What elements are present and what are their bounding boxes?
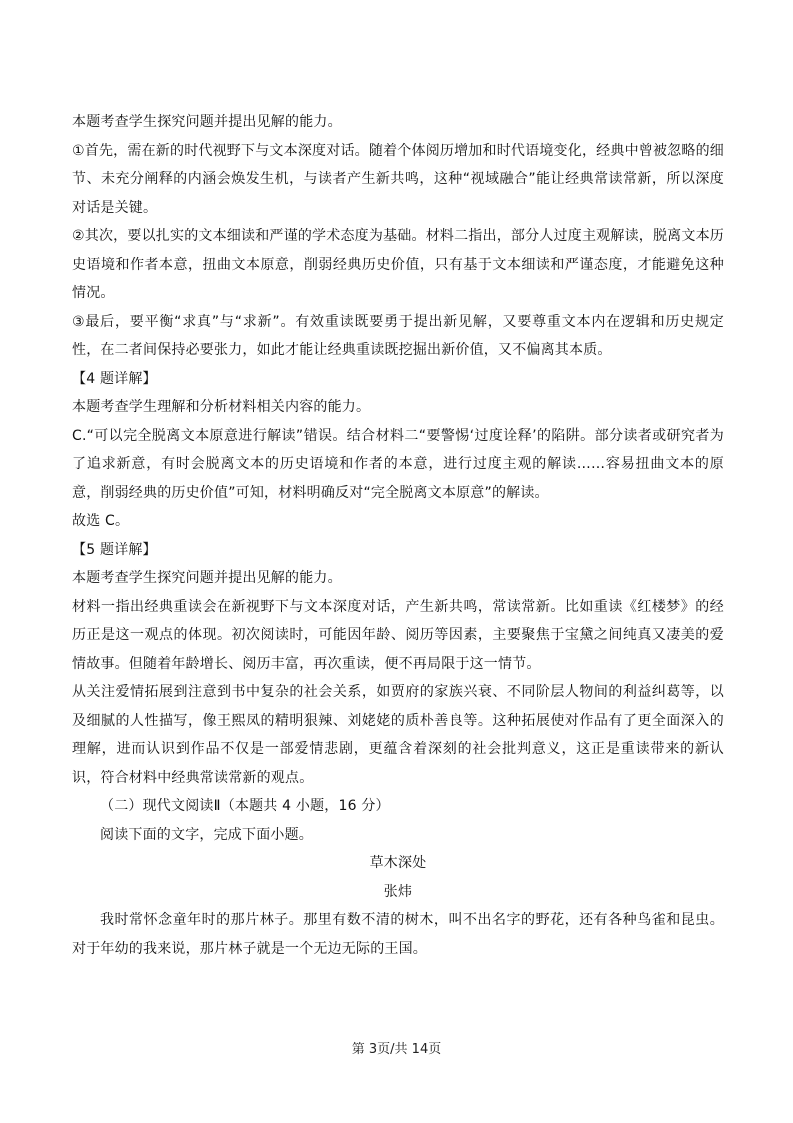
paragraph-answer-intro: 本题考查学生探究问题并提出见解的能力。	[72, 114, 342, 130]
paragraph-point-3: ③最后，要平衡“求真”与“求新”。有效重读既要勇于提出新见解，又要尊重文本内在逻辑和历史规定性，在二者间保持必要张力，如此才能让经典重读既挖掘出新价值，又不偏离其本质。	[72, 313, 724, 358]
essay-paragraph: 我时常怀念童年时的那片林子。那里有数不清的树木，叫不出名字的野花，还有各种鸟雀和昆虫。对于年幼的我来说，那片林子就是一个无边无际的王国。	[72, 912, 724, 957]
question-4-heading: 【4 题详解】	[72, 370, 157, 387]
page-content	[72, 108, 724, 963]
paragraph-q4-answer: 故选 C。	[72, 513, 130, 529]
essay-author: 张炜	[383, 883, 413, 900]
reading-instruction: 阅读下面的文字，完成下面小题。	[100, 826, 313, 843]
paragraph-q4-analysis: C.“可以完全脱离文本原意进行解读”错误。结合材料二“要警惕‘过度诠释’的陷阱。部分读者或研究者为了追求新意，有时会脱离文本的历史语境和作者的本意，进行过度主观的解读……容易扭曲文本的原意，削弱经典的历史价值”可知，材料明确反对“完全脱离文本原意”的解读。	[72, 427, 724, 501]
paragraph-q4-intro: 本题考查学生理解和分析材料相关内容的能力。	[72, 399, 371, 415]
page-footer: 第 3页/共 14页	[351, 1042, 442, 1057]
paragraph-q5-analysis-2: 从关注爱情拓展到注意到书中复杂的社会关系，如贾府的家族兴衰、不同阶层人物间的利益纠葛等，以及细腻的人性描写，像王熙凤的精明狠辣、刘姥姥的质朴善良等。这种拓展使对作品有了更全面深入的理解，进而认识到作品不仅是一部爱情悲剧，更蕴含着深刻的社会批判意义，这正是重读带来的新认识，符合材料中经典常读常新的观点。	[72, 684, 724, 786]
paragraph-point-1: ①首先，需在新的时代视野下与文本深度对话。随着个体阅历增加和时代语境变化，经典中曾被忽略的细节、未充分阐释的内涵会焕发生机，与读者产生新共鸣，这种“视域融合”能让经典常读常新，所以深度对话是关键。	[72, 142, 724, 216]
paragraph-q5-intro: 本题考查学生探究问题并提出见解的能力。	[72, 570, 342, 586]
paragraph-q5-analysis-1: 材料一指出经典重读会在新视野下与文本深度对话，产生新共鸣，常读常新。比如重读《红楼梦》的经历正是这一观点的体现。初次阅读时，可能因年龄、阅历等因素，主要聚焦于宝黛之间纯真又凄美的爱情故事。但随着年龄增长、阅历丰富，再次重读，便不再局限于这一情节。	[72, 598, 724, 672]
question-5-heading: 【5 题详解】	[72, 541, 157, 558]
section-heading: （二）现代文阅读Ⅱ（本题共 4 小题，16 分）	[100, 798, 390, 814]
essay-title: 草木深处	[369, 855, 427, 871]
paragraph-point-2: ②其次，要以扎实的文本细读和严谨的学术态度为基础。材料二指出，部分人过度主观解读，脱离文本历史语境和作者本意，扭曲文本原意，削弱经典历史价值，只有基于文本细读和严谨态度，才能避免这种情况。	[72, 228, 724, 301]
